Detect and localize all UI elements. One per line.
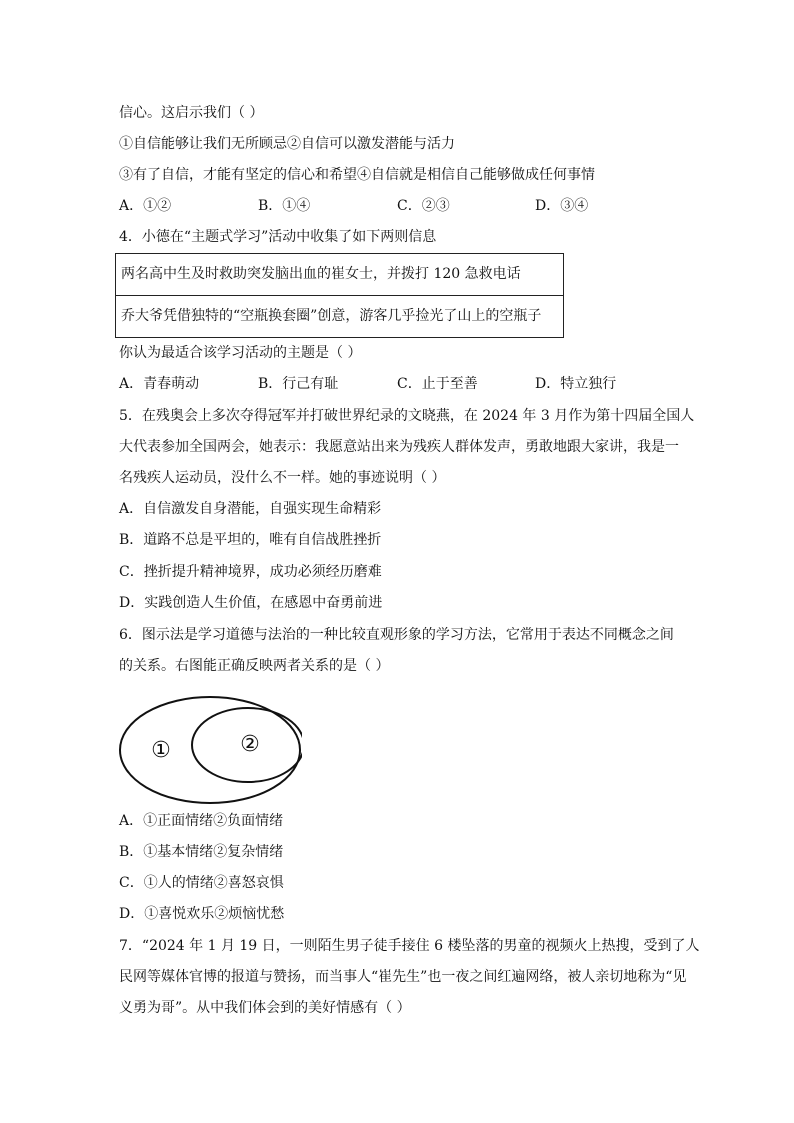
q4-info-table bbox=[115, 253, 564, 338]
q4-info-row-2: 乔大爷凭借独特的“空瓶换套圈”创意，游客几乎捡光了山上的空瓶子 bbox=[116, 295, 563, 337]
q6-stem-1: 6．图示法是学习道德与法治的一种比较直观形象的学习方法，它常用于表达不同概念之间 bbox=[119, 627, 674, 643]
q6-option-b: B．①基本情绪②复杂情绪 bbox=[119, 844, 284, 860]
q5-stem-1: 5．在残奥会上多次夺得冠军并打破世界纪录的文晓燕，在 2024 年 3 月作为第十四届全国人 bbox=[119, 408, 695, 424]
q3-statements-1: ①自信能够让我们无所顾忌②自信可以激发潜能与活力 bbox=[119, 136, 455, 152]
q5-option-b: B．道路不总是平坦的，唯有自信战胜挫折 bbox=[119, 532, 382, 548]
q4-question: 你认为最适合该学习活动的主题是（ ） bbox=[119, 345, 362, 361]
q3-option-b: B．①④ bbox=[258, 198, 311, 214]
q3-option-d: D．③④ bbox=[535, 198, 589, 214]
q7-stem-3: 义勇为哥”。从中我们体会到的美好情感有（ ） bbox=[119, 1000, 411, 1016]
inner-label: ② bbox=[240, 732, 260, 757]
q4-option-d: D．特立独行 bbox=[535, 376, 617, 392]
q5-option-d: D．实践创造人生价值，在感恩中奋勇前进 bbox=[119, 595, 383, 611]
q3-stem-end: 信心。这启示我们（ ） bbox=[119, 105, 264, 121]
q6-option-d: D．①喜悦欢乐②烦恼忧愁 bbox=[119, 906, 285, 922]
q5-stem-2: 大代表参加全国两会，她表示：我愿意站出来为残疾人群体发声，勇敢地跟大家讲，我是一 bbox=[119, 439, 679, 455]
q3-option-a: A．①② bbox=[119, 198, 172, 214]
q7-stem-1: 7．“2024 年 1 月 19 日，一则陌生男子徒手接住 6 楼坠落的男童的视频火上热搜，受到了人 bbox=[119, 938, 700, 954]
q4-info-row-1: 两名高中生及时救助突发脑出血的崔女士，并拨打 120 急救电话 bbox=[121, 266, 521, 282]
q3-option-c: C．②③ bbox=[397, 198, 450, 214]
outer-label: ① bbox=[151, 738, 171, 763]
q6-stem-2: 的关系。右图能正确反映两者关系的是（ ） bbox=[119, 658, 390, 674]
venn-diagram bbox=[118, 695, 302, 805]
q6-option-c: C．①人的情绪②喜怒哀惧 bbox=[119, 875, 284, 891]
q4-option-b: B．行己有耻 bbox=[258, 376, 339, 392]
q4-stem: 4．小德在“主题式学习”活动中收集了如下两则信息 bbox=[119, 229, 437, 245]
outer-ellipse bbox=[120, 697, 300, 803]
q6-option-a: A．①正面情绪②负面情绪 bbox=[119, 813, 284, 829]
q5-stem-3: 名残疾人运动员，没什么不一样。她的事迹说明（ ） bbox=[119, 470, 446, 486]
q4-option-a: A．青春萌动 bbox=[119, 376, 200, 392]
q5-option-a: A．自信激发自身潜能，自强实现生命精彩 bbox=[119, 501, 382, 517]
q3-statements-2: ③有了自信，才能有坚定的信心和希望④自信就是相信自己能够做成任何事情 bbox=[119, 167, 595, 183]
q7-stem-2: 民网等媒体官博的报道与赞扬，而当事人“崔先生”也一夜之间红遍网络，被人亲切地称为“见 bbox=[119, 969, 687, 985]
q4-option-c: C．止于至善 bbox=[397, 376, 478, 392]
q5-option-c: C．挫折提升精神境界，成功必须经历磨难 bbox=[119, 564, 382, 580]
